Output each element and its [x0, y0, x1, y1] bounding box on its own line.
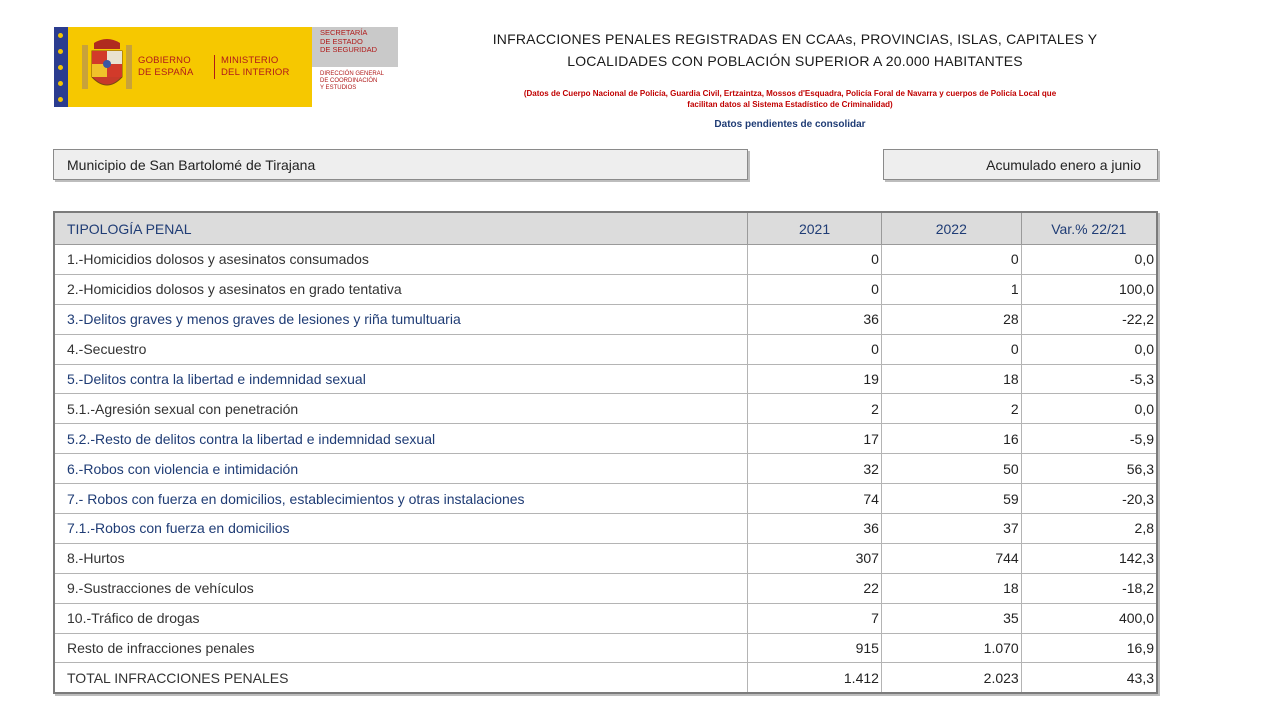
table-row [54, 454, 1157, 484]
value-2022: 16 [881, 424, 1021, 454]
row-label: 7.1.-Robos con fuerza en domicilios [54, 514, 748, 544]
value-variation: -5,3 [1021, 364, 1157, 394]
row-label: 10.-Tráfico de drogas [54, 603, 748, 633]
municipality-box: Municipio de San Bartolomé de Tirajana [53, 149, 748, 180]
value-variation: -5,9 [1021, 424, 1157, 454]
value-variation: -22,2 [1021, 304, 1157, 334]
value-2021: 36 [748, 304, 882, 334]
table-row [54, 514, 1157, 544]
value-2021: 17 [748, 424, 882, 454]
value-2021: 915 [748, 633, 882, 663]
value-2021: 1.412 [748, 663, 882, 693]
value-2021: 0 [748, 274, 882, 304]
row-label: 7.- Robos con fuerza en domicilios, establecimientos y otras instalaciones [54, 484, 748, 514]
value-2021: 7 [748, 603, 882, 633]
row-label: 2.-Homicidios dolosos y asesinatos en grado tentativa [54, 274, 748, 304]
table-row [54, 364, 1157, 394]
table-row [54, 304, 1157, 334]
table-row [54, 633, 1157, 663]
value-2021: 74 [748, 484, 882, 514]
value-variation: 0,0 [1021, 394, 1157, 424]
value-variation: 2,8 [1021, 514, 1157, 544]
value-2021: 2 [748, 394, 882, 424]
value-2022: 50 [881, 454, 1021, 484]
row-label: 3.-Delitos graves y menos graves de lesiones y riña tumultuaria [54, 304, 748, 334]
government-logo [54, 27, 412, 107]
table-row [54, 543, 1157, 573]
row-label: 1.-Homicidios dolosos y asesinatos consumados [54, 245, 748, 275]
value-2021: 32 [748, 454, 882, 484]
secretaria-block: SECRETARÍA DE ESTADO DE SEGURIDAD DIRECCIÓN GENERAL DE COORDINACIÓN Y ESTUDIOS [312, 27, 398, 107]
row-label: 5.1.-Agresión sexual con penetración [54, 394, 748, 424]
ministerio-text: MINISTERIO DEL INTERIOR [214, 55, 301, 79]
value-2022: 18 [881, 364, 1021, 394]
crest-block [68, 27, 312, 107]
row-label: 8.-Hurtos [54, 543, 748, 573]
table-row [54, 245, 1157, 275]
table-row [54, 394, 1157, 424]
header-2021: 2021 [748, 212, 882, 245]
header-tipologia: TIPOLOGÍA PENAL [54, 212, 748, 245]
coat-of-arms-icon [80, 35, 134, 99]
value-2021: 22 [748, 573, 882, 603]
row-label: 9.-Sustracciones de vehículos [54, 573, 748, 603]
value-2022: 28 [881, 304, 1021, 334]
row-label: Resto de infracciones penales [54, 633, 748, 663]
value-2022: 0 [881, 245, 1021, 275]
table-row [54, 424, 1157, 454]
value-variation: -20,3 [1021, 484, 1157, 514]
value-variation: 100,0 [1021, 274, 1157, 304]
report-title: INFRACCIONES PENALES REGISTRADAS EN CCAAs, PROVINCIAS, ISLAS, CAPITALES Y LOCALIDADES CON POBLACIÓN SUPERIOR A 20.000 HABITANTES [492, 31, 1098, 69]
value-2021: 36 [748, 514, 882, 544]
value-variation: 56,3 [1021, 454, 1157, 484]
value-variation: 142,3 [1021, 543, 1157, 573]
table-row [54, 663, 1157, 693]
row-label: 5.-Delitos contra la libertad e indemnidad sexual [54, 364, 748, 394]
gobierno-text: GOBIERNO DE ESPAÑA [138, 55, 194, 78]
table-row [54, 484, 1157, 514]
table-row [54, 334, 1157, 364]
value-2022: 1 [881, 274, 1021, 304]
table-row [54, 573, 1157, 603]
value-2022: 18 [881, 573, 1021, 603]
value-2022: 59 [881, 484, 1021, 514]
value-2022: 1.070 [881, 633, 1021, 663]
pending-note: Datos pendientes de consolidar [714, 119, 866, 130]
value-variation: 43,3 [1021, 663, 1157, 693]
table-header-row [54, 212, 1157, 245]
value-2021: 0 [748, 245, 882, 275]
eu-flag-strip [54, 27, 68, 107]
value-variation: -18,2 [1021, 573, 1157, 603]
value-variation: 16,9 [1021, 633, 1157, 663]
row-label: 6.-Robos con violencia e intimidación [54, 454, 748, 484]
value-2022: 35 [881, 603, 1021, 633]
table-row [54, 603, 1157, 633]
value-2022: 2 [881, 394, 1021, 424]
value-2022: 0 [881, 334, 1021, 364]
header-2022: 2022 [881, 212, 1021, 245]
table-row [54, 274, 1157, 304]
row-label: TOTAL INFRACCIONES PENALES [54, 663, 748, 693]
value-2021: 0 [748, 334, 882, 364]
value-variation: 0,0 [1021, 245, 1157, 275]
value-2022: 37 [881, 514, 1021, 544]
value-variation: 400,0 [1021, 603, 1157, 633]
source-note: (Datos de Cuerpo Nacional de Policía, Guardia Civil, Ertzaintza, Mossos d'Esquadra, Policía Foral de Navarra y cuerpos de Policía Local que facilitan datos al Sistema Estadístico de Criminalidad) [523, 89, 1057, 109]
value-2021: 19 [748, 364, 882, 394]
header-variation: Var.% 22/21 [1021, 212, 1157, 245]
crime-statistics-table [53, 211, 1158, 694]
value-2022: 744 [881, 543, 1021, 573]
row-label: 4.-Secuestro [54, 334, 748, 364]
period-box: Acumulado enero a junio [883, 149, 1158, 180]
value-variation: 0,0 [1021, 334, 1157, 364]
value-2021: 307 [748, 543, 882, 573]
value-2022: 2.023 [881, 663, 1021, 693]
row-label: 5.2.-Resto de delitos contra la libertad e indemnidad sexual [54, 424, 748, 454]
